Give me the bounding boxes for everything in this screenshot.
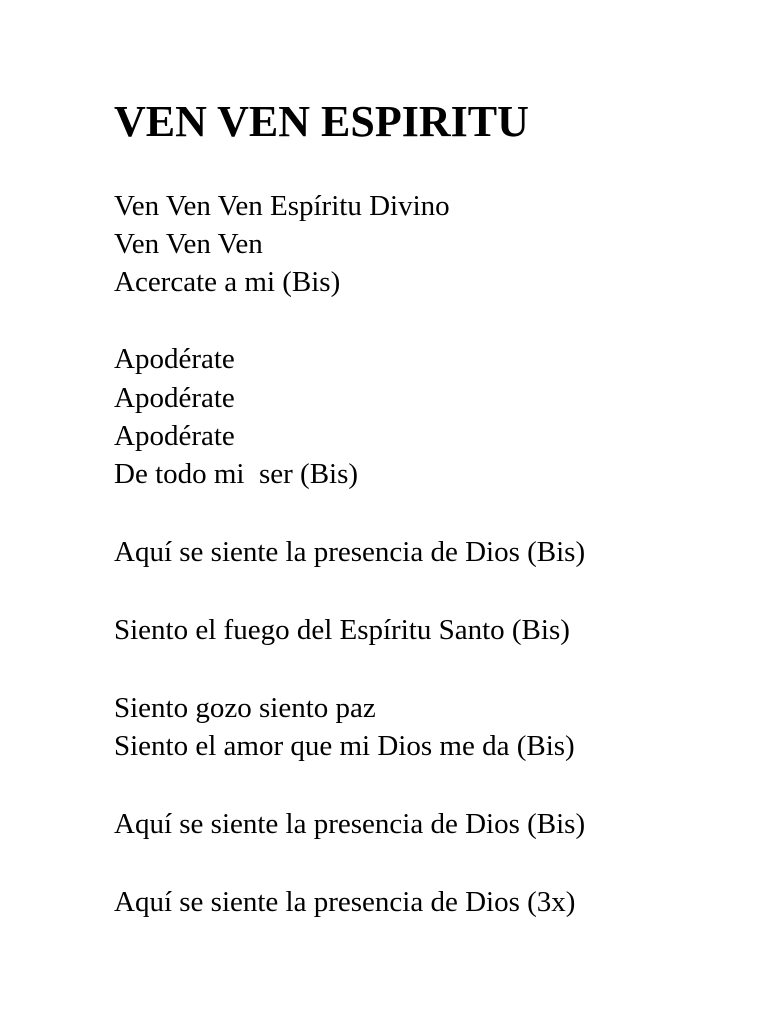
lyric-line: Acercate a mi (Bis) — [114, 266, 341, 298]
lyric-line: Aquí se siente la presencia de Dios (3x) — [114, 886, 576, 918]
lyric-line: Ven Ven Ven — [114, 228, 263, 260]
lyric-line: Siento el amor que mi Dios me da (Bis) — [114, 730, 575, 762]
lyric-line: Siento gozo siento paz — [114, 692, 376, 724]
lyric-line: Apodérate — [114, 420, 235, 452]
lyric-line: Apodérate — [114, 343, 235, 375]
lyric-line: Apodérate — [114, 382, 235, 414]
lyric-line: Aquí se siente la presencia de Dios (Bis) — [114, 808, 586, 840]
lyric-line: Aquí se siente la presencia de Dios (Bis) — [114, 536, 586, 568]
lyric-line: Ven Ven Ven Espíritu Divino — [114, 190, 450, 222]
lyric-line: De todo mi ser (Bis) — [114, 458, 359, 490]
song-title: VEN VEN ESPIRITU — [114, 97, 529, 146]
lyric-line: Siento el fuego del Espíritu Santo (Bis) — [114, 614, 570, 646]
